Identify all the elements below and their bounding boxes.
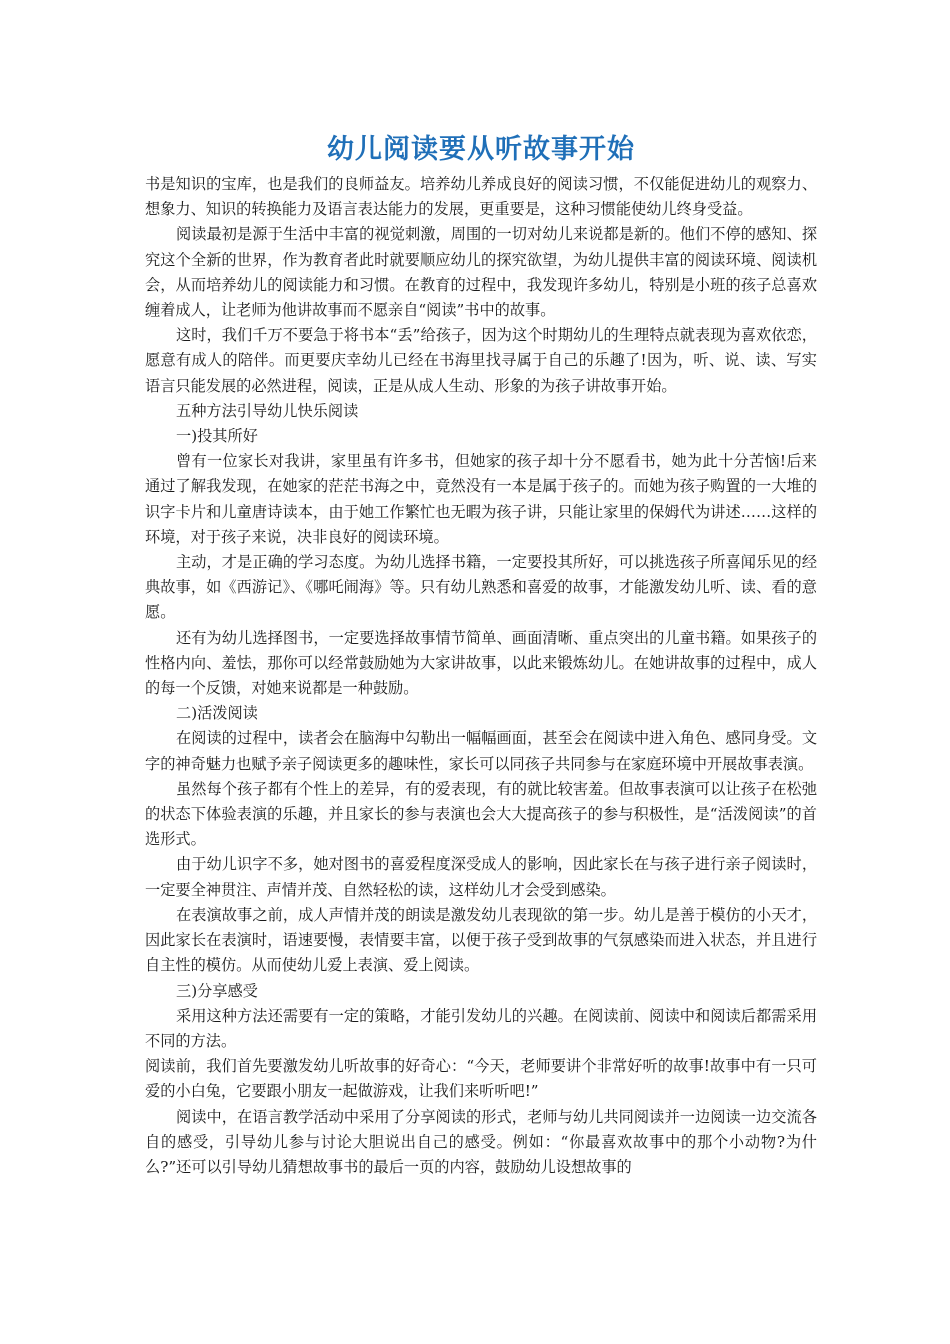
paragraph: 阅读前，我们首先要激发幼儿听故事的好奇心：“今天，老师要讲个非常好听的故事!故事中有一只可爱的小白兔，它要跟小朋友一起做游戏，让我们来听听吧!” xyxy=(145,1057,817,1101)
paragraph: 还有为幼儿选择图书，一定要选择故事情节简单、画面清晰、重点突出的儿童书籍。如果孩子的性格内向、羞怯，那你可以经常鼓励她为大家讲故事，以此来锻炼幼儿。在她讲故事的过程中，成人的每一个反馈，对她来说都是一种鼓励。 xyxy=(145,628,817,698)
paragraph: 这时，我们千万不要急于将书本“丢”给孩子，因为这个时期幼儿的生理特点就表现为喜欢依恋，愿意有成人的陪伴。而更要庆幸幼儿已经在书海里找寻属于自己的乐趣了!因为，听、说、读、写实语言只能发展的必然进程，阅读，正是从成人生动、形象的为孩子讲故事开始。 xyxy=(145,326,817,395)
section-heading: 五种方法引导幼儿快乐阅读 xyxy=(176,401,359,420)
paragraph: 由于幼儿识字不多，她对图书的喜爱程度深受成人的影响，因此家长在与孩子进行亲子阅读时，一定要全神贯注、声情并茂、自然轻松的读，这样幼儿才会受到感染。 xyxy=(145,855,817,899)
subsection-heading: 二)活泼阅读 xyxy=(176,704,258,723)
document-title: 幼儿阅读要从听故事开始 xyxy=(327,134,635,165)
paragraph: 阅读最初是源于生活中丰富的视觉刺激，周围的一切对幼儿来说都是新的。他们不停的感知、探究这个全新的世界，作为教育者此时就要顺应幼儿的探究欲望，为幼儿提供丰富的阅读环境、阅读机会，从而培养幼儿的阅读能力和习惯。在教育的过程中，我发现许多幼儿，特别是小班的孩子总喜欢缠着成人，让老师为他讲故事而不愿亲自“阅读”书中的故事。 xyxy=(145,225,817,320)
subsection-heading: 一)投其所好 xyxy=(176,427,258,446)
paragraph: 阅读中，在语言教学活动中采用了分享阅读的形式，老师与幼儿共同阅读并一边阅读一边交流各自的感受，引导幼儿参与讨论大胆说出自己的感受。例如：“你最喜欢故事中的那个小动物?为什么?”还可以引导幼儿猜想故事书的最后一页的内容，鼓励幼儿设想故事的 xyxy=(145,1107,817,1176)
paragraph-intro: 书是知识的宝库，也是我们的良师益友。培养幼儿养成良好的阅读习惯，不仅能促进幼儿的观察力、想象力、知识的转换能力及语言表达能力的发展，更重要是，这种习惯能使幼儿终身受益。 xyxy=(145,175,817,219)
subsection-heading: 三)分享感受 xyxy=(176,981,258,1000)
paragraph: 在表演故事之前，成人声情并茂的朗读是激发幼儿表现欲的第一步。幼儿是善于模仿的小天才，因此家长在表演时，语速要慢，表情要丰富，以便于孩子受到故事的气氛感染而进入状态，并且进行自主性的模仿。从而使幼儿爱上表演、爱上阅读。 xyxy=(145,905,817,975)
paragraph: 曾有一位家长对我讲，家里虽有许多书，但她家的孩子却十分不愿看书，她为此十分苦恼!后来通过了解我发现，在她家的茫茫书海之中，竟然没有一本是属于孩子的。而她为孩子购置的一大堆的识字卡片和儿童唐诗读本，由于她工作繁忙也无暇为孩子讲，只能让家里的保姆代为讲述……这样的环境，对于孩子来说，决非良好的阅读环境。 xyxy=(145,452,817,546)
paragraph: 虽然每个孩子都有个性上的差异，有的爱表现，有的就比较害羞。但故事表演可以让孩子在松弛的状态下体验表演的乐趣，并且家长的参与表演也会大大提高孩子的参与积极性，是“活泼阅读”的首选形式。 xyxy=(145,779,817,849)
paragraph: 在阅读的过程中，读者会在脑海中勾勒出一幅幅画面，甚至会在阅读中进入角色、感同身受。文字的神奇魅力也赋予亲子阅读更多的趣味性，家长可以同孩子共同参与在家庭环境中开展故事表演。 xyxy=(145,729,817,773)
document-page xyxy=(145,128,817,1180)
paragraph: 主动，才是正确的学习态度。为幼儿选择书籍，一定要投其所好，可以挑选孩子所喜闻乐见的经典故事，如《西游记》、《哪吒闹海》等。只有幼儿熟悉和喜爱的故事，才能激发幼儿听、读、看的意愿。 xyxy=(145,553,817,622)
paragraph: 采用这种方法还需要有一定的策略，才能引发幼儿的兴趣。在阅读前、阅读中和阅读后都需采用不同的方法。 xyxy=(145,1006,817,1050)
